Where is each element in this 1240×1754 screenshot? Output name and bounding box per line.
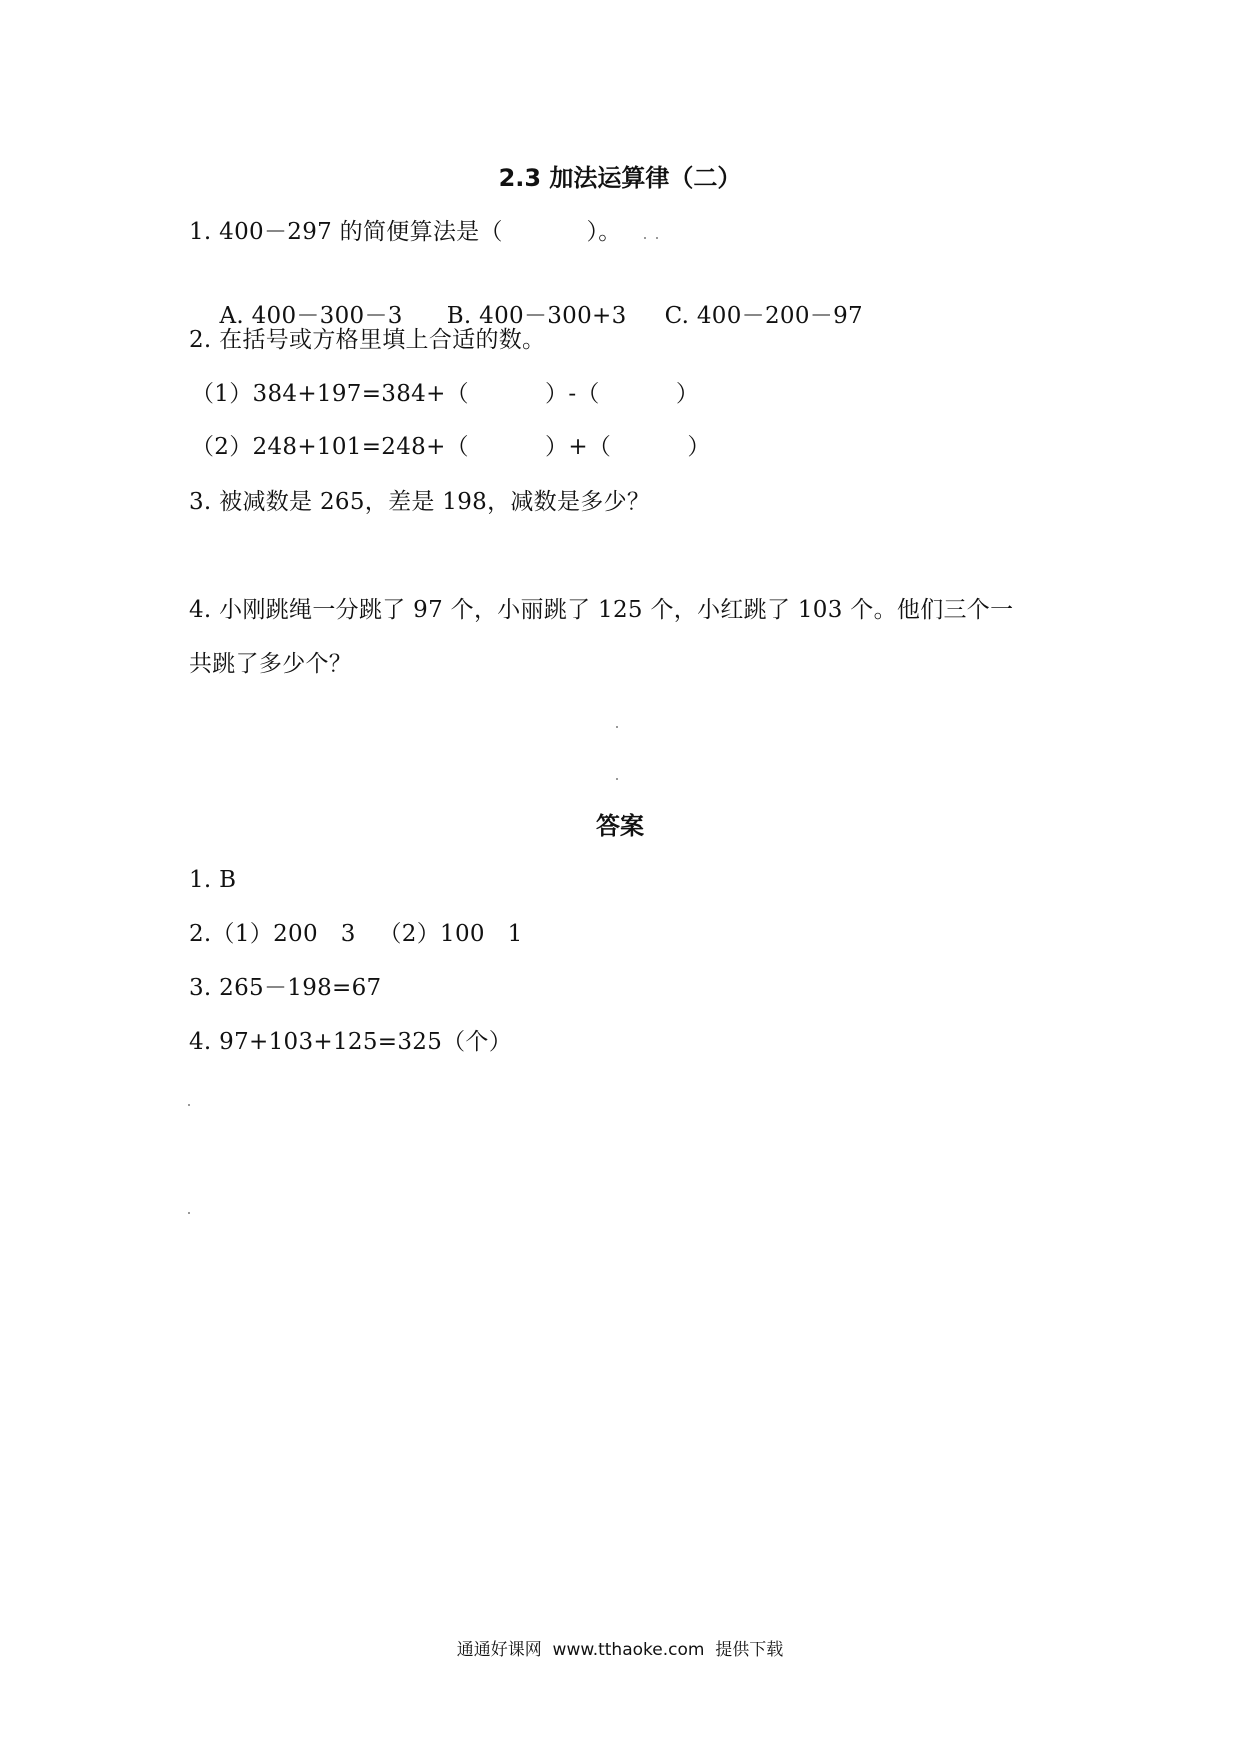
question-1-stem: 1. 400－297 的简便算法是（ ）。 (189, 219, 622, 245)
scan-speck (188, 1104, 190, 1106)
scan-speck (656, 237, 658, 239)
question-2-item-1: （1）384+197=384+（ ）-（ ） (191, 381, 700, 407)
option-a: A. 400－300－3 (219, 303, 403, 329)
answer-4: 4. 97+103+125=325（个） (189, 1029, 513, 1055)
option-c: C. 400－200－97 (664, 303, 863, 329)
question-3-stem: 3. 被减数是 265，差是 198，减数是多少？ (189, 489, 651, 515)
scan-speck (616, 778, 618, 780)
scan-speck (188, 1212, 190, 1214)
footer-source: 通通好课网 www.tthaoke.com 提供下载 (456, 1640, 784, 1660)
question-2-stem: 2. 在括号或方格里填上合适的数。 (189, 327, 546, 353)
worksheet-title: 2.3 加法运算律（二） (498, 164, 742, 192)
answer-2: 2.（1）200 3 （2）100 1 (189, 921, 523, 947)
question-4-line-2: 共跳了多少个？ (189, 651, 353, 677)
answer-3: 3. 265－198=67 (189, 975, 382, 1001)
question-2-item-2: （2）248+101=248+（ ）+（ ） (191, 434, 711, 460)
answer-1: 1. B (189, 867, 237, 893)
answers-heading: 答案 (596, 812, 644, 840)
question-4-line-1: 4. 小刚跳绳一分跳了 97 个，小丽跳了 125 个，小红跳了 103 个。他们三个一 (189, 597, 1014, 623)
scan-speck (616, 726, 618, 728)
scan-speck (644, 237, 646, 239)
option-b: B. 400－300+3 (446, 303, 627, 329)
